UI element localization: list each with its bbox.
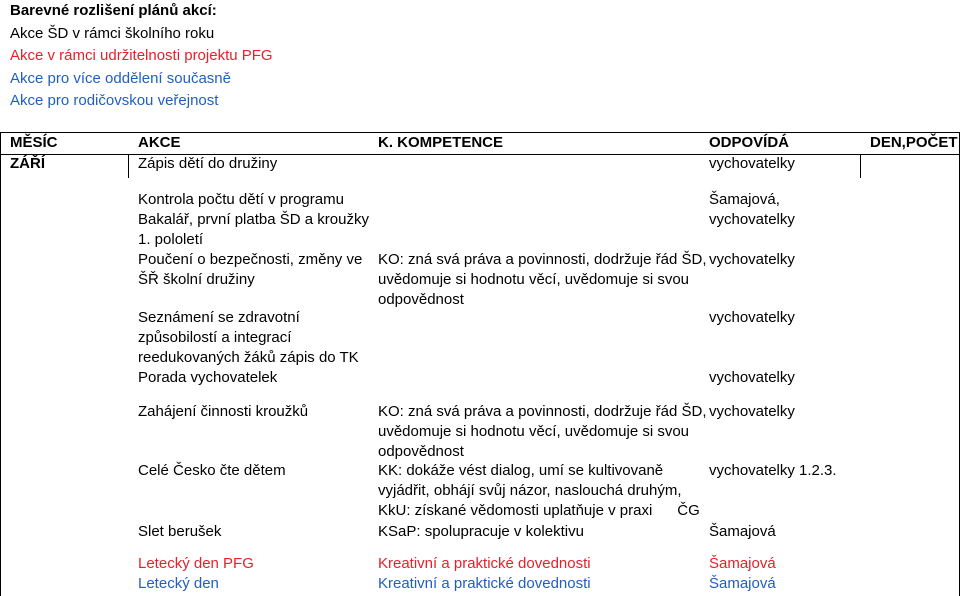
action-cell: ŠŘ školní družiny [138,271,255,288]
responsible-cell: vychovatelky [709,403,795,420]
responsible-cell: Šamajová [709,523,776,540]
responsible-cell-pfg: Šamajová [709,555,776,572]
competence-cell: KK: dokáže vést dialog, umí se kultivovaně [378,462,664,479]
competence-cell: KO: zná svá práva a povinnosti, dodržuje řád ŠD, [378,251,707,268]
action-cell: Poučení o bezpečnosti, změny ve [138,251,363,268]
action-cell: 1. pololetí [138,231,204,248]
responsible-cell: vychovatelky 1.2.3. [709,462,837,479]
day-column-divider [860,154,861,178]
competence-cell-multi: Kreativní a praktické dovednosti [378,575,591,592]
action-cell: Zahájení činnosti kroužků [138,403,309,420]
action-cell: Seznámení se zdravotní [138,309,300,326]
action-cell: Bakalář, první platba ŠD a kroužky [138,211,369,228]
action-cell: způsobilostí a integrací [138,329,292,346]
action-cell-pfg: Letecký den PFG [138,555,254,572]
responsible-cell: vychovatelky [709,309,795,326]
competence-cell: KkU: získané vědomosti uplatňuje v praxi ČG [378,502,700,519]
competence-cell: uvědomuje si hodnotu věcí, uvědomuje si svou [378,271,690,288]
action-cell: Slet berušek [138,523,222,540]
responsible-cell: vychovatelky [709,155,795,172]
action-cell: Celé Česko čte dětem [138,462,286,479]
header-month: MĚSÍC [10,134,58,151]
month-column-divider [128,154,129,178]
plan-table [0,132,960,596]
competence-cell-pfg: Kreativní a praktické dovednosti [378,555,591,572]
action-cell: Zápis dětí do družiny [138,155,278,172]
legend-item-pfg: Akce v rámci udržitelnosti projektu PFG [10,47,273,64]
header-competence: K. KOMPETENCE [378,134,504,151]
competence-cell: KSaP: spolupracuje v kolektivu [378,523,584,540]
table-border-left [0,132,1,596]
action-cell: reedukovaných žáků zápis do TK [138,349,359,366]
competence-cell: odpovědnost [378,443,464,460]
legend-title: Barevné rozlišení plánů akcí: [10,2,217,19]
color-legend [10,0,273,113]
month-label: ZÁŘÍ [10,155,45,172]
responsible-cell: vychovatelky [709,369,795,386]
responsible-cell: vychovatelky [709,211,795,228]
legend-item-parents: Akce pro rodičovskou veřejnost [10,92,219,109]
legend-item-multi: Akce pro více oddělení současně [10,69,231,87]
legend-item-sd: Akce ŠD v rámci školního roku [10,24,215,42]
header-responsible: ODPOVÍDÁ [709,134,790,151]
responsible-cell: Šamajová, [709,191,780,208]
competence-cell: vyjádřit, obhájí svůj názor, naslouchá druhým, [378,482,682,499]
action-cell-multi: Letecký den [138,575,219,592]
responsible-cell: vychovatelky [709,251,795,268]
header-day-count: DEN,POČET [870,134,958,151]
responsible-cell-multi: Šamajová [709,575,776,592]
competence-cell: KO: zná svá práva a povinnosti, dodržuje řád ŠD, [378,403,707,420]
action-cell: Porada vychovatelek [138,369,278,386]
header-action: AKCE [138,134,181,151]
action-cell: Kontrola počtu dětí v programu [138,191,344,208]
competence-cell: odpovědnost [378,291,464,308]
competence-cell: uvědomuje si hodnotu věcí, uvědomuje si svou [378,423,690,440]
